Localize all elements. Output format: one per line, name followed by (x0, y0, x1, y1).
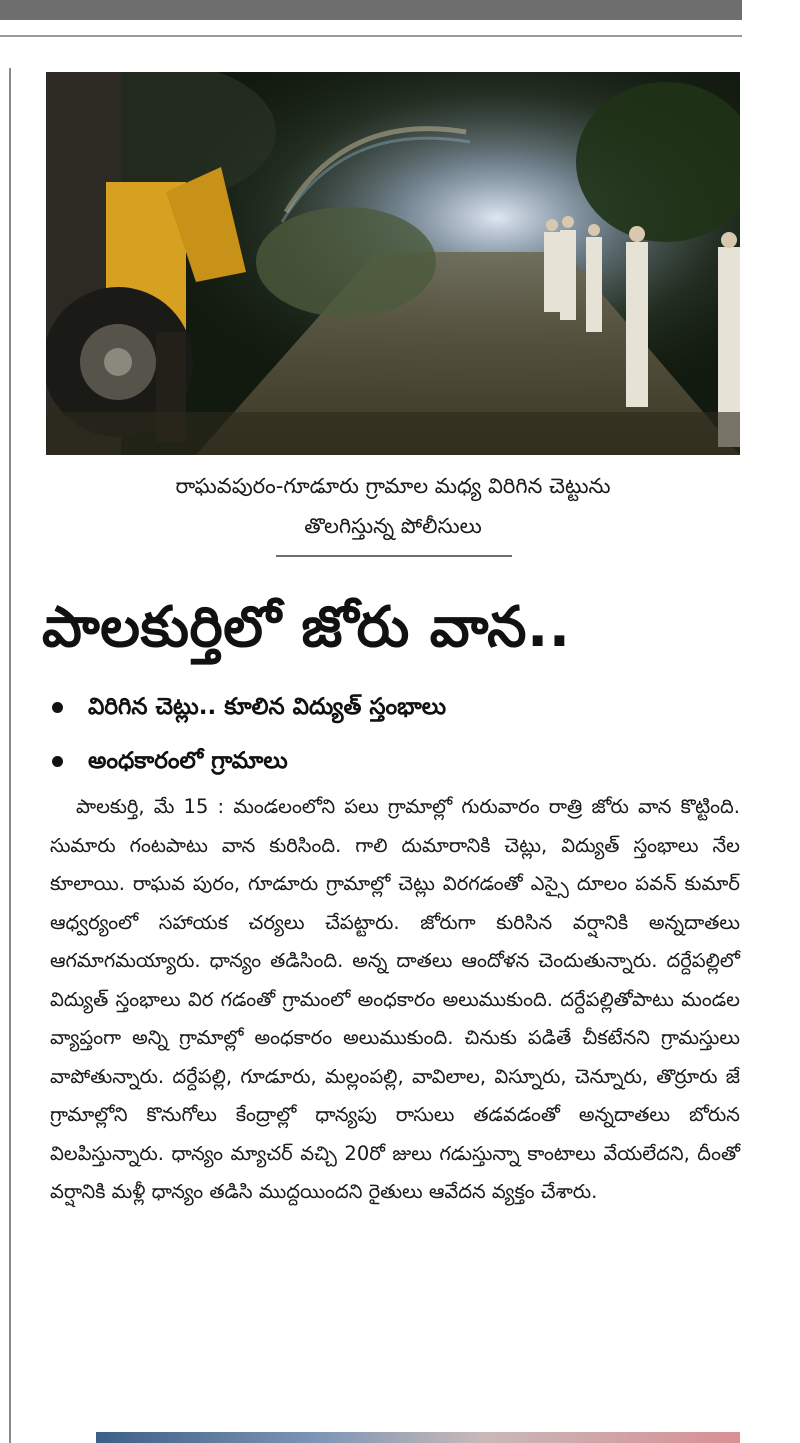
caption-underline (276, 555, 512, 557)
subheadline-item (50, 734, 740, 788)
next-photo-strip (96, 1432, 740, 1443)
top-divider (0, 35, 742, 37)
news-photo (46, 72, 740, 455)
bullet-icon (52, 702, 63, 713)
subheadline-list (50, 680, 740, 788)
photo-caption (46, 466, 740, 546)
subheadline-item (50, 680, 740, 734)
article-body: పాలకుర్తి, మే 15 : మండలంలోని పలు గ్రామాల్లో గురువారం రాత్రి జోరు వాన కొట్టింది. సుమారు గంటపాటు వాన కురిసింది. గాలి దుమారానికి చెట్లు, విద్యుత్ స్తంభాలు నేల కూలాయి. రాఘవ పురం, గూడూరు గ్రామాల్లో చెట్లు విరగడంతో ఎస్సై దూలం పవన్ కుమార్ ఆధ్వర్యంలో సహాయక చర్యలు చేపట్టారు. జోరుగా కురిసిన వర్షానికి అన్నదాతలు ఆగమాగమయ్యారు. ధాన్యం తడిసింది. అన్న దాతలు ఆందోళన చెందుతున్నారు. దర్దేపల్లిలో విద్యుత్ స్తంభాలు విర గడంతో గ్రామంలో అంధకారం అలుముకుంది. దర్దేపల్లితోపాటు మండల వ్యాప్తంగా అన్ని గ్రామాల్లో అంధకారం అలుముకుంది. చినుకు పడితే చీకటేనని గ్రామస్తులు వాపోతున్నారు. దర్దేపల్లి, గూడూరు, మల్లంపల్లి, వావిలాల, విస్నూరు, చెన్నూరు, తొర్రూరు జే గ్రామాల్లోని కొనుగోలు కేంద్రాల్లో ధాన్యపు రాసులు తడవడంతో అన్నదాతలు బోరున విలపిస్తున్నారు. ధాన్యం మ్యాచర్ వచ్చి 20రో జులు గడుస్తున్నా కాంటాలు వేయలేదని, దీంతో వర్షానికి మళ్లీ ధాన్యం తడిసి ముద్దయిందని రైతులు ఆవేదన వ్యక్తం చేశారు. (50, 795, 740, 1203)
caption-line-2: తొలగిస్తున్న పోలీసులు (304, 514, 482, 538)
column-divider (9, 68, 11, 1443)
subheadline-text: విరిగిన చెట్లు.. కూలిన విద్యుత్ స్తంభాలు (88, 694, 447, 720)
caption-line-1: రాఘవపురం-గూడూరు గ్రామాల మధ్య విరిగిన చెట్టును (175, 474, 611, 498)
bullet-icon (52, 756, 63, 767)
top-gray-band (0, 0, 742, 20)
article-headline: పాలకుర్తిలో జోరు వాన.. (42, 595, 571, 660)
subheadline-text: అంధకారంలో గ్రామాలు (88, 748, 288, 774)
